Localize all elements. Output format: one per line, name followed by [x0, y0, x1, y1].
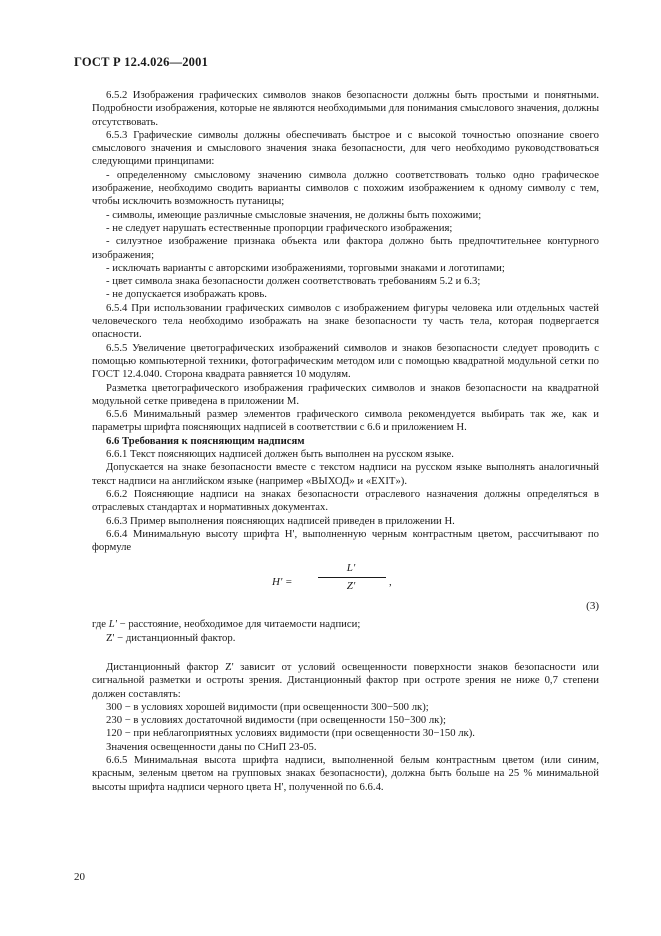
page-number: 20 — [74, 871, 85, 883]
paragraph-6-6-5: 6.6.5 Минимальная высота шрифта надписи, выполненной белым контрастным цветом (или синим, красным, зеленым цветом на групповых знаках безопасности), должна быть больше на 25 % минимальной высоты шрифта надписи черного цвета H', полученной по 6.6.4. — [92, 754, 599, 793]
list-item: 120 − при неблагоприятных условиях видимости (при освещенности 30−150 лк). — [106, 727, 475, 740]
paragraph-6-5-4: 6.5.4 При использовании графических символов с изображением фигуры человека или отдельных частей человеческого тела необходимо изображать на знаке безопасности ту часть тела, которая подвергается опасности. — [92, 301, 599, 341]
document-body — [92, 89, 599, 794]
paragraph-6-6-2: 6.6.2 Поясняющие надписи на знаках безопасности отраслевого назначения должны определяться в отраслевых стандартах и нормативных документах. — [92, 487, 599, 514]
symbol-l: L' — [108, 618, 117, 631]
symbol-l-desc: − расстояние, необходимое для читаемости надписи; — [119, 618, 361, 631]
list-item: - цвет символа знака безопасности должен соответствовать требованиям 5.2 и 6.3; — [106, 275, 481, 288]
list-item: 230 − в условиях достаточной видимости (при освещенности 150−300 лк); — [106, 714, 446, 727]
list-item: - силуэтное изображение признака объекта или фактора должно быть предпочтительнее контурного изображения; — [92, 235, 599, 261]
fraction-line — [318, 577, 386, 578]
symbol-z-desc: − дистанционный фактор. — [117, 631, 236, 644]
formula-denominator: Z' — [346, 580, 356, 593]
paragraph-6-5-3: 6.5.3 Графические символы должны обеспечивать быстрое и с высокой точностью опознание своего смыслового значения и смыслового значения знака безопасности, для чего необходимо руководствоваться следующими принципами: — [92, 128, 599, 168]
paragraph-markup-note: Разметка цветографического изображения графических символов и знаков безопасности на квадратной модульной сетке приведена в приложении М. — [92, 381, 599, 407]
paragraph-6-5-5: 6.5.5 Увеличение цветографических изображений символов и знаков безопасности следует проводить с помощью компьютерной техники, фотографическим методом или с помощью квадратной модульной сетки по ГОСТ 12.4.040. Сторона квадрата равняется 10 модулям. — [92, 341, 599, 381]
paragraph-6-6-3: 6.6.3 Пример выполнения поясняющих надписей приведен в приложении Н. — [106, 514, 455, 527]
where-prefix: где — [92, 618, 107, 631]
where-line-l — [92, 618, 599, 631]
list-item: - символы, имеющие различные смысловые значения, не должны быть похожими; — [106, 208, 482, 221]
formula-numerator: L' — [346, 562, 356, 575]
formula-lhs: H' = — [272, 576, 293, 589]
equation-number: (3) — [586, 600, 599, 613]
page-header-title: ГОСТ Р 12.4.026—2001 — [74, 55, 209, 69]
paragraph-6-5-6: 6.5.6 Минимальный размер элементов графического символа рекомендуется выбирать так же, как и параметры шрифта поясняющих надписей в соответствии с 6.6 и приложением Н. — [92, 408, 599, 434]
paragraph-6-6-4: 6.6.4 Минимальную высоту шрифта H', выполненную черным контрастным цветом, рассчитывают по формуле — [92, 527, 599, 554]
formula-3 — [92, 560, 599, 612]
where-line-z — [92, 632, 599, 645]
formula-comma: , — [389, 576, 392, 589]
paragraph-distance-factor: Дистанционный фактор Z' зависит от условий освещенности поверхности знаков безопасности или сигнальной разметки и остроты зрения. Дистанционный фактор при остроте зрения не ниже 0,7 степени должен составлять: — [92, 660, 599, 700]
symbol-z: Z' — [106, 631, 115, 644]
list-item: 300 − в условиях хорошей видимости (при освещенности 300−500 лк); — [106, 700, 429, 713]
list-item: - исключать варианты с авторскими изображениями, торговыми знаками и логотипами; — [106, 261, 505, 274]
paragraph-english-note: Допускается на знаке безопасности вместе с текстом надписи на русском языке выполнять аналогичный текст надписи на английском языке (например «ВЫХОД» и «EXIT»). — [92, 461, 599, 487]
list-item: - определенному смысловому значению символа должно соответствовать только одно графическое изображение, необходимо сводить варианты символов с похожим изображением к одному символу с тем, чтобы исключить возможность путаницы; — [92, 168, 599, 208]
section-heading-6-6: 6.6 Требования к поясняющим надписям — [106, 434, 305, 447]
paragraph-snip-note: Значения освещенности даны по СНиП 23-05. — [106, 740, 317, 753]
paragraph-6-6-1: 6.6.1 Текст поясняющих надписей должен быть выполнен на русском языке. — [106, 448, 454, 461]
list-item: - не следует нарушать естественные пропорции графического изображения; — [106, 221, 453, 234]
list-item: - не допускается изображать кровь. — [106, 288, 267, 301]
paragraph-6-5-2: 6.5.2 Изображения графических символов знаков безопасности должны быть простыми и понятными. Подробности изображения, которые не являются необходимыми для понимания смыслового значения, должны отсутствовать. — [92, 89, 600, 128]
